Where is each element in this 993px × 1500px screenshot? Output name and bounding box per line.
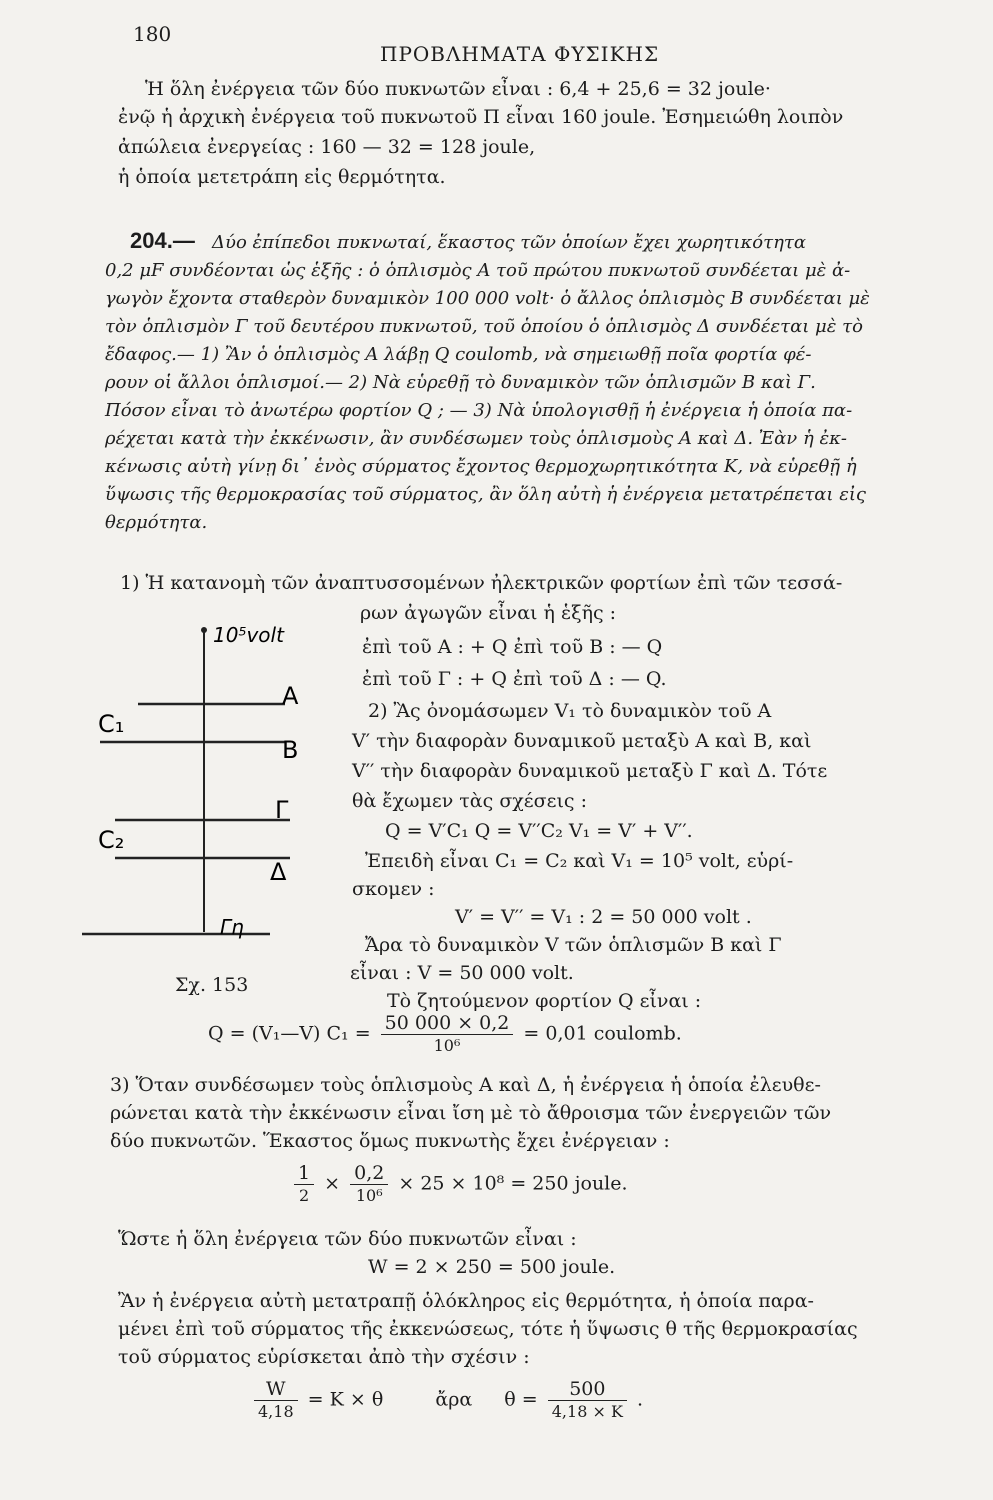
fraction xyxy=(381,1012,514,1057)
equation-energy-rest: × 25 × 10⁸ = 250 joule. xyxy=(398,1172,628,1195)
text-line: ἐνῷ ἡ ἀρχικὴ ἐνέργεια τοῦ πυκνωτοῦ Π εἶναι 160 joule. Ἐσημειώθη λοιπὸν xyxy=(118,106,844,128)
solution-line: σκομεν : xyxy=(352,878,435,900)
page-number: 180 xyxy=(133,22,172,46)
text-line: ἀπώλεια ἐνεργείας : 160 — 32 = 128 joule, xyxy=(118,136,536,158)
fraction-numerator: 500 xyxy=(548,1378,627,1401)
times-sign: × xyxy=(324,1172,341,1195)
problem-text-line: ρέχεται κατὰ τὴν ἐκκένωσιν, ἂν συνδέσωμεν τοὺς ὁπλισμοὺς Α καὶ Δ. Ἐὰν ἡ ἐκ- xyxy=(105,428,848,449)
fraction-numerator: 50 000 × 0,2 xyxy=(381,1012,514,1035)
solution-line: V′′ τὴν διαφορὰν δυναμικοῦ μεταξὺ Γ καὶ Δ. Τότε xyxy=(352,760,828,782)
equation-final-mid: = K × θ xyxy=(307,1388,384,1411)
solution-line: θὰ ἔχωμεν τὰς σχέσεις : xyxy=(352,790,587,812)
solution-line: Τὸ ζητούμενον φορτίον Q εἶναι : xyxy=(387,990,702,1012)
terminal-dot xyxy=(201,627,207,633)
equation-energy xyxy=(290,1162,628,1207)
charge-line: ἐπὶ τοῦ Γ : + Q ἐπὶ τοῦ Δ : — Q. xyxy=(362,668,667,690)
problem-text-line: ἔδαφος.— 1) Ἂν ὁ ὁπλισμὸς Α λάβῃ Q coulomb, νὰ σημειωθῇ ποῖα φορτία φέ- xyxy=(105,344,812,365)
equation-q-rhs: = 0,01 coulomb. xyxy=(523,1022,682,1045)
problem-text-line: κένωσις αὐτὴ γίνῃ δι᾽ ἑνὸς σύρματος ἔχοντος θερμοχωρητικότητα Κ, νὰ εὑρεθῇ ἡ xyxy=(105,456,857,477)
solution-line: 2) Ἂς ὀνομάσωμεν V₁ τὸ δυναμικὸν τοῦ Α xyxy=(368,700,772,722)
charge-line: ἐπὶ τοῦ Α : + Q ἐπὶ τοῦ Β : — Q xyxy=(362,636,663,658)
solution-line: δύο πυκνωτῶν. Ἕκαστος ὅμως πυκνωτὴς ἔχει ἐνέργειαν : xyxy=(110,1130,670,1152)
equation-line: Q = V′C₁ Q = V′′C₂ V₁ = V′ + V′′. xyxy=(385,820,693,842)
equation-q xyxy=(208,1012,682,1057)
equation-final-end: . xyxy=(636,1388,643,1411)
equation-final-ara: ἄρα xyxy=(435,1388,473,1411)
fraction-denominator: 4,18 xyxy=(258,1402,294,1421)
text-line: ἡ ὁποία μετετράπη εἰς θερμότητα. xyxy=(118,166,446,188)
solution-line: Ἂν ἡ ἐνέργεια αὐτὴ μετατραπῇ ὁλόκληρος εἰς θερμότητα, ἡ ὁποία παρα- xyxy=(118,1290,814,1312)
solution-line: τοῦ σύρματος εὑρίσκεται ἀπὸ τὴν σχέσιν : xyxy=(118,1346,530,1368)
label-c: Γ xyxy=(275,796,289,824)
equation-line: W = 2 × 250 = 500 joule. xyxy=(368,1256,616,1278)
ground-label: Γη xyxy=(220,915,244,939)
fraction-denominator: 10⁶ xyxy=(433,1036,461,1055)
problem-text-line: ὕψωσις τῆς θερμοκρασίας τοῦ σύρματος, ἂν ὅλη αὐτὴ ἡ ἐνέργεια μετατρέπεται εἰς xyxy=(105,484,867,505)
solution-line: 3) Ὅταν συνδέσωμεν τοὺς ὁπλισμοὺς Α καὶ Δ, ἡ ἐνέργεια ἡ ὁποία ἐλευθε- xyxy=(110,1074,821,1096)
solution-line: μένει ἐπὶ τοῦ σύρματος τῆς ἐκκενώσεως, τότε ἡ ὕψωσις θ τῆς θερμοκρασίας xyxy=(118,1318,858,1340)
solution-line: 1) Ἡ κατανομὴ τῶν ἀναπτυσσομένων ἠλεκτρικῶν φορτίων ἐπὶ τῶν τεσσά- xyxy=(120,572,843,594)
problem-text-line: 0,2 μF συνδέονται ὡς ἑξῆς : ὁ ὁπλισμὸς Α τοῦ πρώτου πυκνωτοῦ συνδέεται μὲ ἀ- xyxy=(105,260,851,281)
equation-final-theta: θ = xyxy=(504,1388,538,1411)
problem-text-line: τὸν ὁπλισμὸν Γ τοῦ δευτέρου πυκνωτοῦ, τοῦ ὁποίου ὁ ὁπλισμὸς Δ συνδέεται μὲ τὸ xyxy=(105,316,863,337)
equation-line: V′ = V′′ = V₁ : 2 = 50 000 volt . xyxy=(455,906,752,928)
fraction xyxy=(350,1162,388,1207)
fraction xyxy=(254,1378,298,1423)
fraction-numerator: 0,2 xyxy=(350,1162,388,1185)
running-head: ΠΡΟΒΛΗΜΑΤΑ ΦΥΣΙΚΗΣ xyxy=(380,42,660,66)
voltage-label: 10⁵volt xyxy=(213,623,284,647)
fraction-numerator: 1 xyxy=(294,1162,314,1185)
label-a: Α xyxy=(282,682,299,710)
fraction-numerator: W xyxy=(254,1378,298,1401)
label-b: Β xyxy=(282,736,299,764)
problem-text-line: γωγὸν ἔχοντα σταθερὸν δυναμικὸν 100 000 volt· ὁ ἄλλος ὁπλισμὸς Β συνδέεται μὲ xyxy=(105,288,870,309)
problem-text-line: Πόσον εἶναι τὸ ἀνωτέρω φορτίον Q ; — 3) Νὰ ὑπολογισθῇ ἡ ἐνέργεια ἡ ὁποία πα- xyxy=(105,400,853,421)
problem-number: 204.— xyxy=(130,228,195,253)
equation-line: εἶναι : V = 50 000 volt. xyxy=(350,962,574,984)
equation-q-lhs: Q = (V₁—V) C₁ = xyxy=(208,1022,371,1045)
solution-line: V′ τὴν διαφορὰν δυναμικοῦ μεταξὺ Α καὶ Β, καὶ xyxy=(352,730,812,752)
capacitor-circuit-figure xyxy=(70,612,360,942)
solution-line: ρώνεται κατὰ τὴν ἐκκένωσιν εἶναι ἴση μὲ τὸ ἄθροισμα τῶν ἐνεργειῶν τῶν xyxy=(110,1102,832,1124)
solution-line: Ἄρα τὸ δυναμικὸν V τῶν ὁπλισμῶν Β καὶ Γ xyxy=(365,934,782,956)
solution-line: Ὥστε ἡ ὅλη ἐνέργεια τῶν δύο πυκνωτῶν εἶναι : xyxy=(118,1228,577,1250)
text-line: Ἡ ὅλη ἐνέργεια τῶν δύο πυκνωτῶν εἶναι : 6,4 + 25,6 = 32 joule· xyxy=(145,78,771,100)
label-c1: C₁ xyxy=(98,710,125,738)
fraction-denominator: 10⁶ xyxy=(355,1186,383,1205)
problem-text-line: ρουν οἱ ἄλλοι ὁπλισμοί.— 2) Νὰ εὑρεθῇ τὸ δυναμικὸν τῶν ὁπλισμῶν Β καὶ Γ. xyxy=(105,372,816,393)
label-d: Δ xyxy=(270,858,287,886)
solution-line: Ἐπειδὴ εἶναι C₁ = C₂ καὶ V₁ = 10⁵ volt, εὑρί- xyxy=(365,850,794,872)
figure-caption: Σχ. 153 xyxy=(175,974,249,996)
label-c2: C₂ xyxy=(98,826,125,854)
problem-text-line: θερμότητα. xyxy=(105,512,208,533)
fraction xyxy=(294,1162,314,1207)
fraction xyxy=(548,1378,627,1423)
problem-text-line: Δύο ἐπίπεδοι πυκνωταί, ἕκαστος τῶν ὁποίων ἔχει χωρητικότητα xyxy=(212,232,806,253)
solution-line: ρων ἀγωγῶν εἶναι ἡ ἑξῆς : xyxy=(360,602,617,624)
fraction-denominator: 4,18 × K xyxy=(551,1402,623,1421)
fraction-denominator: 2 xyxy=(298,1186,310,1205)
equation-final xyxy=(250,1378,643,1423)
